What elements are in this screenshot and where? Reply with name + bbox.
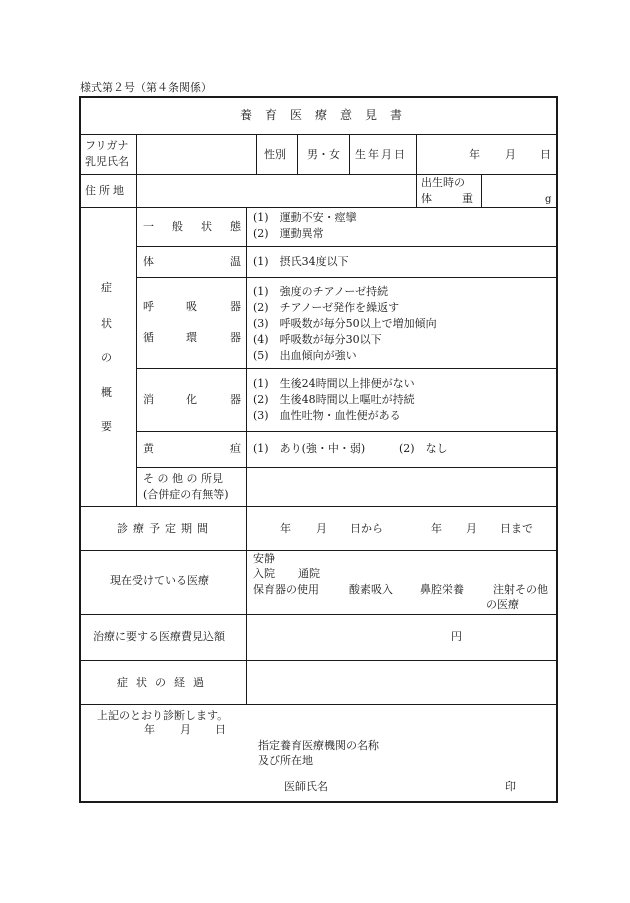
jaundice-label-a: 黄 xyxy=(143,442,154,455)
form-number: 様式第２号（第４条関係） xyxy=(80,81,212,94)
digestive-item: (1) 生後24時間以上排便がない xyxy=(253,377,415,390)
institution-name-label: 指定養育医療機関の名称 xyxy=(258,739,379,752)
birth-weight-label-2b: 重 xyxy=(462,192,473,205)
symptom-progress-label: 症状の経過 xyxy=(117,676,212,689)
respiratory-item: (4) 呼吸数が毎分30以下 xyxy=(253,333,382,346)
jaundice-label-b: 疸 xyxy=(230,442,241,455)
birth-date-label: 生年月日 xyxy=(355,148,407,161)
respiratory-item: (5) 出血傾向が強い xyxy=(253,349,357,362)
address-label: 住所地 xyxy=(85,184,127,197)
jaundice-item-present: (1) あり(強・中・弱) xyxy=(253,442,366,455)
jaundice-item-absent: (2) なし xyxy=(399,442,448,455)
furigana-label: フリガナ xyxy=(85,139,129,152)
weight-unit: g xyxy=(545,194,552,205)
treatment-inpatient: 入院 xyxy=(253,567,275,580)
temperature-label-b: 温 xyxy=(230,255,241,268)
treatment-rest: 安静 xyxy=(253,552,275,565)
birth-weight-label-1: 出生時の xyxy=(421,176,465,189)
institution-address-label: 及び所在地 xyxy=(258,754,313,767)
estimated-cost-label: 治療に要する医療費見込額 xyxy=(93,630,225,643)
birth-weight-label-2a: 体 xyxy=(421,192,432,205)
treatment-incubator: 保育器の使用 xyxy=(253,583,319,596)
respiratory-item: (1) 強度のチアノーゼ持続 xyxy=(253,285,389,298)
current-treatment-label: 現在受けている医療 xyxy=(110,574,209,587)
infant-name-label: 乳児氏名 xyxy=(85,155,129,168)
diagnosis-year: 年 xyxy=(144,723,155,736)
temperature-label-a: 体 xyxy=(143,255,154,268)
birth-month: 月 xyxy=(505,148,516,161)
cost-unit: 円 xyxy=(451,630,462,643)
treatment-other-care: の医療 xyxy=(486,598,519,611)
period-to-day: 日まで xyxy=(500,522,533,535)
digestive-item: (3) 血性吐物・血性便がある xyxy=(253,409,401,422)
period-from-year: 年 xyxy=(280,522,291,535)
treatment-oxygen: 酸素吸入 xyxy=(349,583,393,596)
diagnosis-day: 日 xyxy=(215,723,226,736)
birth-day: 日 xyxy=(540,148,551,161)
respiratory-item: (2) チアノーゼ発作を繰返す xyxy=(253,301,400,314)
seal-mark: 印 xyxy=(505,780,516,793)
temperature-item: (1) 摂氏34度以下 xyxy=(253,255,349,268)
sex-options: 男・女 xyxy=(307,148,340,161)
digestive-item: (2) 生後48時間以上嘔吐が持続 xyxy=(253,393,415,406)
treatment-nasal-feeding: 鼻腔栄養 xyxy=(420,583,464,596)
period-to-month: 月 xyxy=(466,522,477,535)
form-title: 養育医療意見書 xyxy=(240,108,416,122)
period-from-day: 日から xyxy=(350,522,383,535)
complications-label: (合併症の有無等) xyxy=(143,488,229,501)
period-to-year: 年 xyxy=(431,522,442,535)
birth-year: 年 xyxy=(469,148,480,161)
general-item: (1) 運動不安・痙攣 xyxy=(253,211,357,224)
doctor-name-label: 医師氏名 xyxy=(284,780,328,793)
respiratory-item: (3) 呼吸数が毎分50以上で増加傾向 xyxy=(253,317,437,330)
sex-label: 性別 xyxy=(264,148,286,161)
treatment-period-label: 診療予定期間 xyxy=(117,522,213,535)
period-from-month: 月 xyxy=(316,522,327,535)
diagnosis-month: 月 xyxy=(180,723,191,736)
other-findings-label: そ の 他 の 所見 xyxy=(143,472,223,485)
treatment-injection-other: 注射その他 xyxy=(493,583,548,596)
treatment-outpatient: 通院 xyxy=(298,567,320,580)
general-item: (2) 運動異常 xyxy=(253,227,324,240)
diagnosis-statement: 上記のとおり診断します。 xyxy=(97,709,229,722)
